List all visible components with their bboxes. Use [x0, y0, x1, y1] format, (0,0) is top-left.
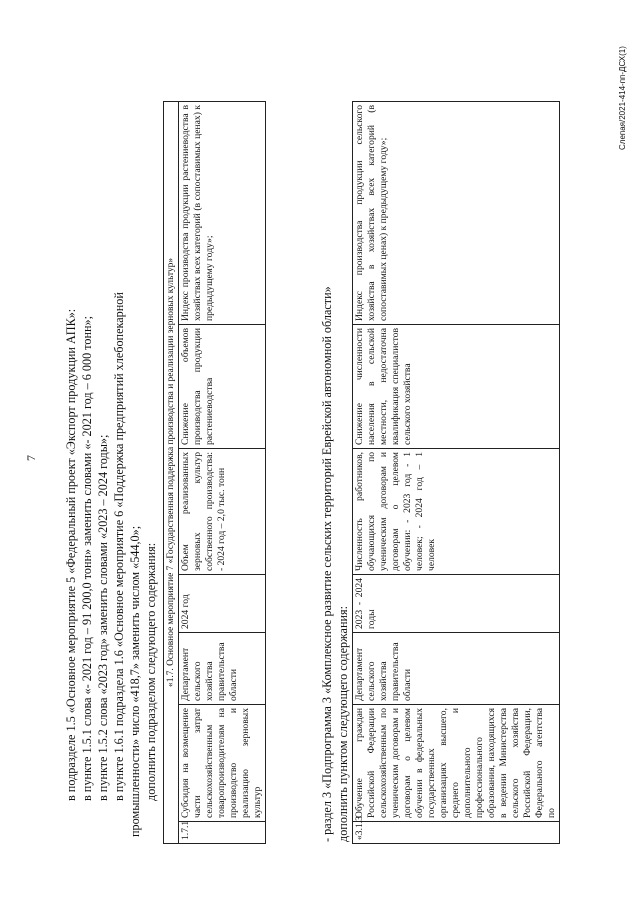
amendment-line-4: в пункте 1.6.1 подраздела 1.6 «Основное мероприятие 6 «Поддержка предприятий хлебопекарной — [112, 292, 126, 801]
amendment-line-5: дополнить подразделом следующего содержания: — [144, 542, 158, 801]
indicator: Объем реализованных зерновых культур собственного производства: - 2024 год – 2,0 тыс. тонн — [179, 449, 266, 575]
row-number: 1.7.1 — [179, 822, 266, 844]
table-header-row — [164, 101, 179, 843]
executor: Департамент сельского хозяйства правительства области — [353, 633, 560, 705]
measure-name: Субсидия на возмещение части затрат сельскохозяйственным товаропроизводителям на производство и реализацию зерновых культур — [179, 705, 266, 822]
amendment-line-3: в пункте 1.5.2 слова «2023 год» заменить словами «2023 – 2024 годы»; — [96, 434, 110, 801]
section-3-table — [352, 101, 560, 844]
amendment-line-1: в подразделе 1.5 «Основное мероприятие 5 «Федеральный проект «Экспорт продукции АПК»: — [64, 308, 78, 801]
row-number: «3.1.3 — [353, 822, 560, 844]
executor: Департамент сельского хозяйства правительства области — [179, 633, 266, 705]
subsection-1-7-table — [163, 101, 266, 844]
document-footer-code: Слепая/2021-414-пп-ДСХ(1) — [618, 46, 627, 150]
indicator: Численность работников, обучающихся по ученическим договорам и договорам о целевом обучении: - 2023 год - 1 человек; - 2024 год – 1 человек — [353, 449, 560, 575]
consequence: Снижение численности населения в сельской местности, недостаточна квалификация специалистов сельского хозяйства — [353, 325, 560, 449]
section-3-amendment-line: - раздел 3 «Подпрограмма 3 «Комплексное развитие сельских территорий Еврейской автономной области» — [320, 286, 334, 842]
table-row — [179, 101, 266, 843]
program-indicator-link: Индекс производства продукции сельского хозяйства в хозяйствах всех категорий (в сопоставимых ценах) к предыдущему году»; — [353, 102, 560, 325]
amendment-line-4-continued: промышленности» число «418,7» заменить числом «544,0»; — [128, 525, 142, 837]
section-3-amendment-line-2: дополнить пунктом следующего содержания: — [336, 606, 350, 842]
program-indicator-link: Индекс производства продукции растениеводства в хозяйствах всех категорий (в сопоставимых ценах) к предыдущему году»; — [179, 101, 266, 324]
measure-name: Обучение граждан Российской Федерации сельскохозяйственным по ученическим договорам и договорам о целевом обучении в федеральных государственных организациях высшего, среднего и дополнительного профессионального образования, находящихся в ведении Министерства сельского хозяйства Российской Федерации, Федерального агентства по — [353, 705, 560, 822]
period: 2024 год — [179, 575, 266, 633]
amendment-line-2: в пункте 1.5.1 слова «- 2021 год – 91 200,0 тонн» заменить словами «- 2021 год – 6 000 тонн»; — [80, 315, 94, 801]
consequence: Снижение объемов производства продукции растениеводства — [179, 325, 266, 449]
table-row — [353, 102, 560, 844]
page-number: 7 — [24, 455, 38, 461]
section-header: «1.7. Основное мероприятие 7 «Государственная поддержка производства и реализации зерновых культур» — [164, 101, 179, 843]
period: 2023 - 2024 годы — [353, 575, 560, 633]
